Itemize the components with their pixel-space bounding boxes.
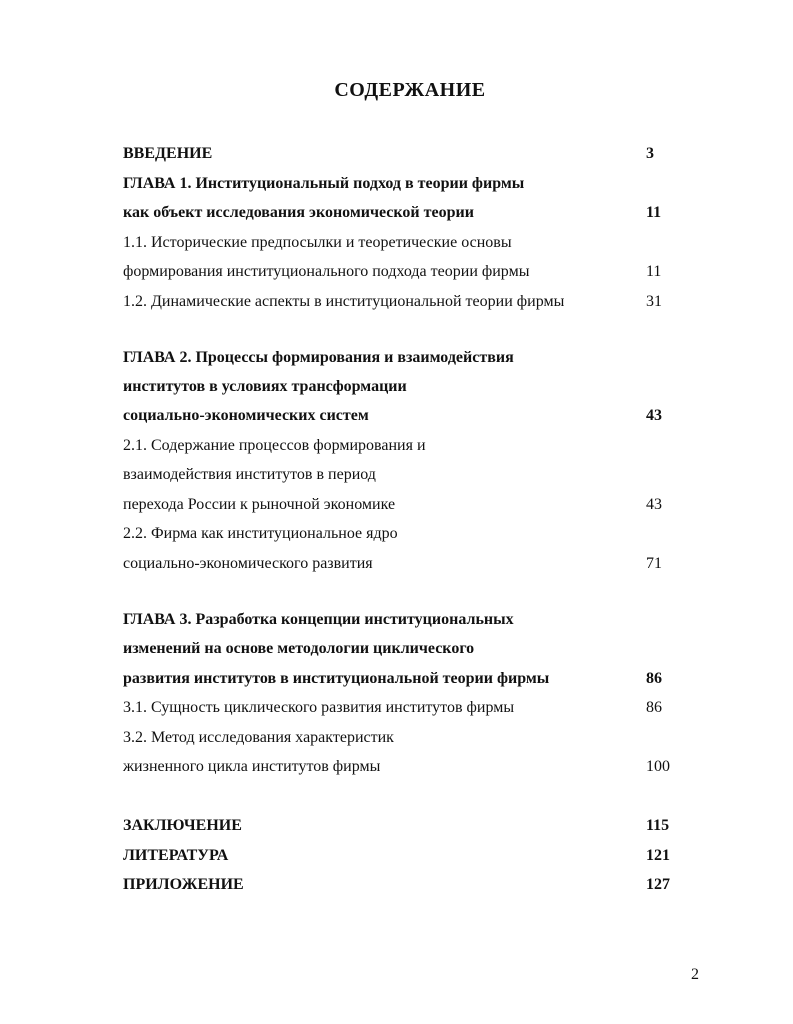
toc-literature-page: 121 bbox=[646, 847, 670, 864]
toc-ch2-s1-line1: 2.1. Содержание процессов формирования и bbox=[123, 437, 426, 454]
toc-ch1-heading-line1: ГЛАВА 1. Институциональный подход в теории фирмы bbox=[123, 175, 525, 192]
toc-ch2-s1-page: 43 bbox=[646, 496, 662, 513]
toc-ch1-s1-line1: 1.1. Исторические предпосылки и теоретические основы bbox=[123, 234, 512, 251]
toc-ch1-heading-line2: как объект исследования экономической теории bbox=[123, 204, 474, 221]
toc-ch2-s2-line1: 2.2. Фирма как институциональное ядро bbox=[123, 525, 398, 542]
page-title: СОДЕРЖАНИЕ bbox=[334, 79, 486, 101]
toc-ch2-s1-line2: взаимодействия институтов в период bbox=[123, 466, 376, 483]
toc-ch1-page: 11 bbox=[646, 204, 662, 221]
toc-ch2-heading-line2: институтов в условиях трансформации bbox=[123, 378, 407, 395]
toc-ch3-s2-page: 100 bbox=[646, 758, 670, 775]
toc-ch3-heading-line1: ГЛАВА 3. Разработка концепции институциональных bbox=[123, 611, 514, 628]
toc-ch3-s1-page: 86 bbox=[646, 699, 662, 716]
toc-ch2-s2-page: 71 bbox=[646, 555, 662, 572]
toc-ch2-page: 43 bbox=[646, 407, 662, 424]
toc-ch3-page: 86 bbox=[646, 670, 662, 687]
toc-ch3-s2-line2: жизненного цикла институтов фирмы bbox=[123, 758, 381, 775]
toc-ch2-s2-line2: социально-экономического развития bbox=[123, 555, 373, 572]
toc-ch3-heading-line2: изменений на основе методологии циклического bbox=[123, 640, 475, 657]
toc-conclusion-page: 115 bbox=[646, 817, 670, 834]
toc-intro-page: 3 bbox=[646, 145, 654, 162]
toc-ch1-s1-line2: формирования институционального подхода теории фирмы bbox=[123, 263, 530, 280]
toc-ch1-s2-line1: 1.2. Динамические аспекты в институциональной теории фирмы bbox=[123, 293, 565, 310]
toc-ch2-heading-line1: ГЛАВА 2. Процессы формирования и взаимодействия bbox=[123, 349, 514, 366]
toc-ch3-s2-line1: 3.2. Метод исследования характеристик bbox=[123, 729, 394, 746]
toc-literature-label: ЛИТЕРАТУРА bbox=[123, 847, 229, 864]
page-number: 2 bbox=[691, 966, 699, 983]
toc-conclusion-label: ЗАКЛЮЧЕНИЕ bbox=[123, 817, 242, 834]
toc-ch3-s1-line1: 3.1. Сущность циклического развития институтов фирмы bbox=[123, 699, 515, 716]
toc-appendix-label: ПРИЛОЖЕНИЕ bbox=[123, 876, 244, 893]
toc-ch1-s1-page: 11 bbox=[646, 263, 662, 280]
toc-intro-label: ВВЕДЕНИЕ bbox=[123, 145, 213, 162]
toc-ch1-s2-page: 31 bbox=[646, 293, 662, 310]
toc-appendix-page: 127 bbox=[646, 876, 670, 893]
toc-ch2-s1-line3: перехода России к рыночной экономике bbox=[123, 496, 396, 513]
toc-ch2-heading-line3: социально-экономических систем bbox=[123, 407, 369, 424]
toc-ch3-heading-line3: развития институтов в институциональной теории фирмы bbox=[123, 670, 550, 687]
